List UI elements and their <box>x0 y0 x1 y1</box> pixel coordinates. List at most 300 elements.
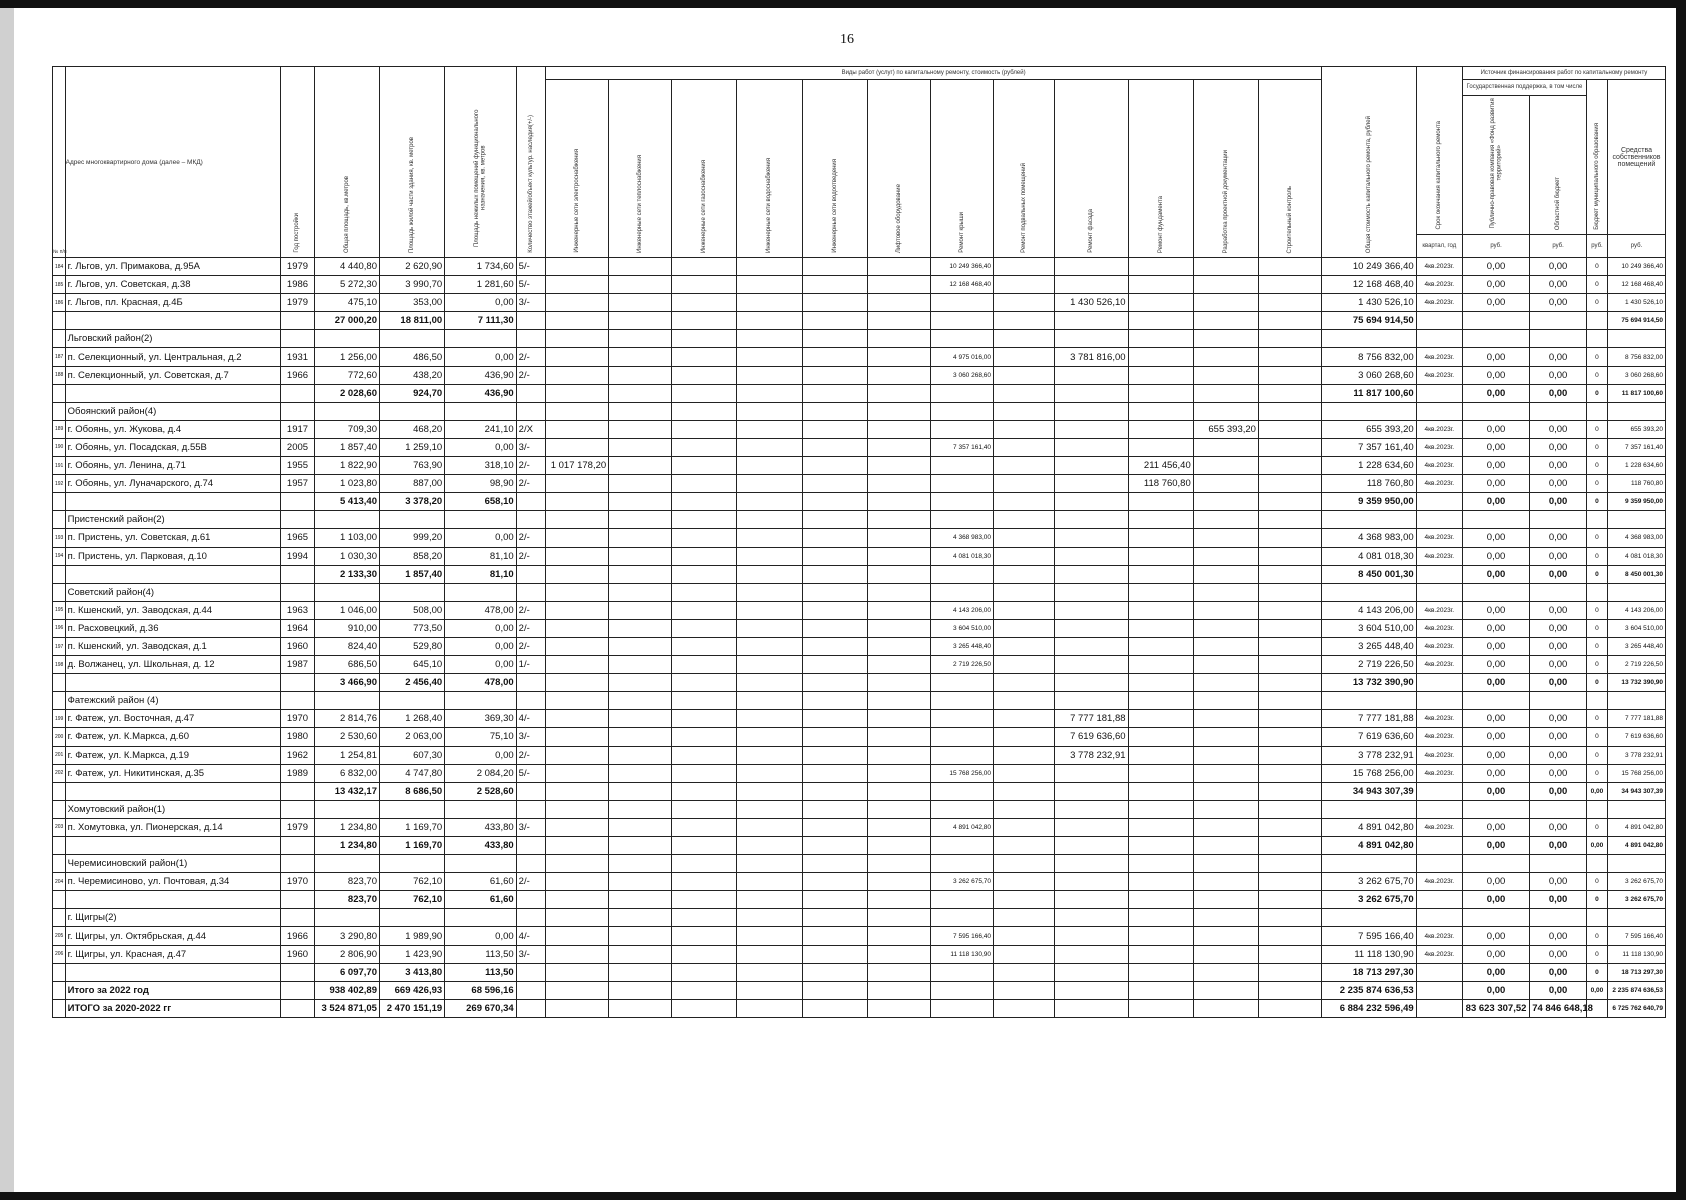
total-cost-cell: 13 732 390,90 <box>1322 674 1417 692</box>
work-gas-cell <box>672 565 737 583</box>
total-cost-cell <box>1322 402 1417 420</box>
work-water-cell <box>737 637 802 655</box>
owners-cell: 75 694 914,50 <box>1607 312 1665 330</box>
total-cost-cell: 3 604 510,00 <box>1322 619 1417 637</box>
total-area-cell <box>314 692 379 710</box>
subtotal-row <box>53 674 1666 692</box>
work-roof-cell: 3 604 510,00 <box>930 619 993 637</box>
work-basement-cell <box>993 493 1054 511</box>
work-heating-cell <box>609 511 672 529</box>
header-floors: Количество этажей/объект культур. наследия(+/-) <box>516 67 545 258</box>
work-gas-cell <box>672 330 737 348</box>
work-gas-cell <box>672 927 737 945</box>
work-elevator-cell <box>867 547 930 565</box>
work-gas-cell <box>672 511 737 529</box>
regional-cell: 0,00 <box>1530 475 1587 493</box>
year-cell <box>281 837 315 855</box>
nonres-area-cell: 369,30 <box>445 710 517 728</box>
fund-cell <box>1462 909 1529 927</box>
work-heating-cell <box>609 529 672 547</box>
total-area-cell: 938 402,89 <box>314 981 379 999</box>
address-cell: п. Расховецкий, д.36 <box>65 619 281 637</box>
work-facade-cell <box>1054 837 1128 855</box>
total-cost-cell: 3 778 232,91 <box>1322 746 1417 764</box>
work-electric-cell <box>546 873 609 891</box>
municipal-cell: 0 <box>1586 674 1607 692</box>
work-basement-cell <box>993 837 1054 855</box>
section-row <box>53 402 1666 420</box>
fund-cell <box>1462 402 1529 420</box>
work-basement-cell <box>993 855 1054 873</box>
living-area-cell: 3 990,70 <box>379 276 444 294</box>
floors-cell: 5/- <box>516 276 545 294</box>
work-heating-cell <box>609 656 672 674</box>
work-elevator-cell <box>867 855 930 873</box>
year-cell: 1917 <box>281 420 315 438</box>
municipal-cell: 0 <box>1586 818 1607 836</box>
fund-cell <box>1462 312 1529 330</box>
year-cell: 1986 <box>281 276 315 294</box>
floors-cell: 2/- <box>516 601 545 619</box>
living-area-cell: 645,10 <box>379 656 444 674</box>
work-supervision-cell <box>1258 656 1321 674</box>
work-design-cell <box>1193 511 1258 529</box>
work-roof-cell <box>930 674 993 692</box>
year-cell: 1965 <box>281 529 315 547</box>
work-basement-cell <box>993 674 1054 692</box>
floors-cell <box>516 330 545 348</box>
work-supervision-cell <box>1258 945 1321 963</box>
work-design-cell <box>1193 818 1258 836</box>
work-heating-cell <box>609 330 672 348</box>
row-number <box>53 999 66 1017</box>
work-elevator-cell <box>867 891 930 909</box>
work-supervision-cell <box>1258 963 1321 981</box>
work-elevator-cell <box>867 619 930 637</box>
regional-cell: 0,00 <box>1530 927 1587 945</box>
year-cell: 1970 <box>281 873 315 891</box>
work-gas-cell <box>672 855 737 873</box>
municipal-cell: 0 <box>1586 601 1607 619</box>
work-foundation-cell <box>1128 800 1193 818</box>
total-cost-cell: 7 595 166,40 <box>1322 927 1417 945</box>
year-cell: 1994 <box>281 547 315 565</box>
municipal-cell: 0 <box>1586 891 1607 909</box>
fund-cell: 0,00 <box>1462 420 1529 438</box>
work-electric-cell: 1 017 178,20 <box>546 457 609 475</box>
row-number: 198 <box>53 656 66 674</box>
living-area-cell: 353,00 <box>379 294 444 312</box>
total-cost-cell: 2 719 226,50 <box>1322 656 1417 674</box>
living-area-cell: 1 423,90 <box>379 945 444 963</box>
work-gas-cell <box>672 384 737 402</box>
regional-cell: 0,00 <box>1530 945 1587 963</box>
deadline-cell: 4кв.2023г. <box>1416 945 1462 963</box>
work-water-cell <box>737 656 802 674</box>
municipal-cell: 0 <box>1586 656 1607 674</box>
fund-cell <box>1462 692 1529 710</box>
floors-cell <box>516 782 545 800</box>
owners-cell: 7 595 166,40 <box>1607 927 1665 945</box>
work-design-cell <box>1193 855 1258 873</box>
address-cell: п. Кшенский, ул. Заводская, д.44 <box>65 601 281 619</box>
address-cell: Черемисиновский район(1) <box>65 855 281 873</box>
deadline-cell: 4кв.2023г. <box>1416 927 1462 945</box>
row-number: 204 <box>53 873 66 891</box>
row-number <box>53 855 66 873</box>
work-electric-cell <box>546 963 609 981</box>
work-supervision-cell <box>1258 384 1321 402</box>
nonres-area-cell: 0,00 <box>445 348 517 366</box>
municipal-cell: 0 <box>1586 438 1607 456</box>
work-gas-cell <box>672 529 737 547</box>
municipal-cell: 0 <box>1586 348 1607 366</box>
work-design-cell <box>1193 782 1258 800</box>
work-gas-cell <box>672 276 737 294</box>
total-cost-cell <box>1322 692 1417 710</box>
table-row <box>53 710 1666 728</box>
address-cell <box>65 782 281 800</box>
section-row <box>53 855 1666 873</box>
address-cell <box>65 312 281 330</box>
address-cell: Советский район(4) <box>65 583 281 601</box>
deadline-cell: 4кв.2023г. <box>1416 710 1462 728</box>
fund-cell: 0,00 <box>1462 601 1529 619</box>
living-area-cell <box>379 330 444 348</box>
work-heating-cell <box>609 891 672 909</box>
work-electric-cell <box>546 746 609 764</box>
work-design-cell <box>1193 873 1258 891</box>
address-cell <box>65 891 281 909</box>
work-water-cell <box>737 891 802 909</box>
deadline-cell: 4кв.2023г. <box>1416 438 1462 456</box>
total-area-cell: 1 103,00 <box>314 529 379 547</box>
fund-cell: 0,00 <box>1462 565 1529 583</box>
regional-cell: 0,00 <box>1530 637 1587 655</box>
fund-cell <box>1462 855 1529 873</box>
work-gas-cell <box>672 619 737 637</box>
work-roof-cell: 4 368 983,00 <box>930 529 993 547</box>
nonres-area-cell: 0,00 <box>445 927 517 945</box>
work-basement-cell <box>993 927 1054 945</box>
work-gas-cell <box>672 782 737 800</box>
year-cell <box>281 583 315 601</box>
work-foundation-cell <box>1128 547 1193 565</box>
nonres-area-cell: 269 670,34 <box>445 999 517 1017</box>
work-supervision-cell <box>1258 873 1321 891</box>
regional-cell <box>1530 402 1587 420</box>
work-elevator-cell <box>867 656 930 674</box>
work-electric-cell <box>546 656 609 674</box>
work-foundation-cell <box>1128 963 1193 981</box>
work-design-cell <box>1193 999 1258 1017</box>
row-number <box>53 493 66 511</box>
work-water-cell <box>737 493 802 511</box>
deadline-cell: 4кв.2023г. <box>1416 764 1462 782</box>
work-gas-cell <box>672 710 737 728</box>
row-number <box>53 674 66 692</box>
living-area-cell <box>379 692 444 710</box>
row-number <box>53 583 66 601</box>
owners-cell: 3 778 232,91 <box>1607 746 1665 764</box>
work-design-cell: 655 393,20 <box>1193 420 1258 438</box>
regional-cell: 0,00 <box>1530 619 1587 637</box>
work-gas-cell <box>672 438 737 456</box>
table-row <box>53 258 1666 276</box>
work-water-cell <box>737 294 802 312</box>
work-foundation-cell: 118 760,80 <box>1128 475 1193 493</box>
regional-cell: 0,00 <box>1530 710 1587 728</box>
work-electric-cell <box>546 891 609 909</box>
work-sewer-cell <box>802 764 867 782</box>
regional-cell: 0,00 <box>1530 565 1587 583</box>
work-supervision-cell <box>1258 276 1321 294</box>
table-row <box>53 637 1666 655</box>
work-design-cell <box>1193 981 1258 999</box>
work-roof-cell: 3 262 675,70 <box>930 873 993 891</box>
row-number <box>53 511 66 529</box>
nonres-area-cell: 436,90 <box>445 384 517 402</box>
work-elevator-cell <box>867 909 930 927</box>
work-sewer-cell <box>802 402 867 420</box>
work-basement-cell <box>993 909 1054 927</box>
work-heating-cell <box>609 258 672 276</box>
row-number <box>53 312 66 330</box>
header-work-design: Разработка проектной документации <box>1193 80 1258 258</box>
work-supervision-cell <box>1258 547 1321 565</box>
work-supervision-cell <box>1258 800 1321 818</box>
work-sewer-cell <box>802 529 867 547</box>
floors-cell: 2/- <box>516 529 545 547</box>
work-facade-cell <box>1054 493 1128 511</box>
work-supervision-cell <box>1258 891 1321 909</box>
work-heating-cell <box>609 475 672 493</box>
work-supervision-cell <box>1258 692 1321 710</box>
header-owners: Средства собственников помещений <box>1607 80 1665 235</box>
work-facade-cell <box>1054 981 1128 999</box>
work-gas-cell <box>672 909 737 927</box>
regional-cell: 0,00 <box>1530 366 1587 384</box>
fund-cell: 0,00 <box>1462 348 1529 366</box>
regional-cell: 0,00 <box>1530 891 1587 909</box>
table-row <box>53 294 1666 312</box>
living-area-cell: 607,30 <box>379 746 444 764</box>
year-cell <box>281 963 315 981</box>
fund-cell: 0,00 <box>1462 366 1529 384</box>
work-roof-cell <box>930 800 993 818</box>
work-basement-cell <box>993 981 1054 999</box>
municipal-cell: 0 <box>1586 457 1607 475</box>
work-heating-cell <box>609 963 672 981</box>
work-elevator-cell <box>867 258 930 276</box>
work-foundation-cell <box>1128 583 1193 601</box>
work-roof-cell <box>930 457 993 475</box>
work-heating-cell <box>609 312 672 330</box>
work-facade-cell: 3 781 816,00 <box>1054 348 1128 366</box>
floors-cell <box>516 312 545 330</box>
work-facade-cell <box>1054 945 1128 963</box>
work-basement-cell <box>993 800 1054 818</box>
nonres-area-cell: 241,10 <box>445 420 517 438</box>
work-elevator-cell <box>867 601 930 619</box>
total-area-cell <box>314 909 379 927</box>
fund-cell: 0,00 <box>1462 764 1529 782</box>
municipal-cell <box>1586 583 1607 601</box>
table-row <box>53 873 1666 891</box>
owners-cell: 34 943 307,39 <box>1607 782 1665 800</box>
deadline-cell: 4кв.2023г. <box>1416 276 1462 294</box>
work-design-cell <box>1193 637 1258 655</box>
year-cell: 1964 <box>281 619 315 637</box>
work-sewer-cell <box>802 873 867 891</box>
address-cell: г. Фатеж, ул. К.Маркса, д.19 <box>65 746 281 764</box>
work-facade-cell <box>1054 276 1128 294</box>
address-cell <box>65 493 281 511</box>
work-foundation-cell <box>1128 529 1193 547</box>
header-work-electric: Инженерные сети электроснабжения <box>546 80 609 258</box>
municipal-cell: 0 <box>1586 963 1607 981</box>
work-basement-cell <box>993 945 1054 963</box>
work-facade-cell <box>1054 619 1128 637</box>
living-area-cell: 486,50 <box>379 348 444 366</box>
deadline-cell: 4кв.2023г. <box>1416 529 1462 547</box>
section-row <box>53 800 1666 818</box>
header-state-support: Государственная поддержка, в том числе <box>1462 80 1586 96</box>
year-cell: 1979 <box>281 294 315 312</box>
work-elevator-cell <box>867 981 930 999</box>
fund-cell: 0,00 <box>1462 258 1529 276</box>
work-sewer-cell <box>802 312 867 330</box>
work-supervision-cell <box>1258 330 1321 348</box>
floors-cell <box>516 837 545 855</box>
work-basement-cell <box>993 420 1054 438</box>
year-cell: 1931 <box>281 348 315 366</box>
owners-cell: 13 732 390,90 <box>1607 674 1665 692</box>
work-design-cell <box>1193 728 1258 746</box>
living-area-cell: 2 456,40 <box>379 674 444 692</box>
floors-cell <box>516 511 545 529</box>
work-basement-cell <box>993 728 1054 746</box>
row-number: 194 <box>53 547 66 565</box>
row-number: 185 <box>53 276 66 294</box>
work-basement-cell <box>993 764 1054 782</box>
work-foundation-cell <box>1128 855 1193 873</box>
section-row <box>53 692 1666 710</box>
living-area-cell <box>379 800 444 818</box>
owners-cell: 4 891 042,80 <box>1607 837 1665 855</box>
work-electric-cell <box>546 800 609 818</box>
fund-cell: 0,00 <box>1462 981 1529 999</box>
work-elevator-cell <box>867 728 930 746</box>
work-sewer-cell <box>802 837 867 855</box>
deadline-cell: 4кв.2023г. <box>1416 873 1462 891</box>
living-area-cell: 18 811,00 <box>379 312 444 330</box>
unit-rub-owners: руб. <box>1607 235 1665 258</box>
work-foundation-cell <box>1128 619 1193 637</box>
section-row <box>53 909 1666 927</box>
work-water-cell <box>737 384 802 402</box>
work-water-cell <box>737 529 802 547</box>
work-basement-cell <box>993 438 1054 456</box>
deadline-cell: 4кв.2023г. <box>1416 547 1462 565</box>
header-work-facade: Ремонт фасада <box>1054 80 1128 258</box>
work-basement-cell <box>993 312 1054 330</box>
fund-cell: 0,00 <box>1462 294 1529 312</box>
living-area-cell: 1 169,70 <box>379 818 444 836</box>
work-heating-cell <box>609 637 672 655</box>
address-cell <box>65 674 281 692</box>
work-elevator-cell <box>867 818 930 836</box>
work-design-cell <box>1193 963 1258 981</box>
work-foundation-cell <box>1128 637 1193 655</box>
header-work-supervision: Строительный контроль <box>1258 80 1321 258</box>
municipal-cell: 0 <box>1586 565 1607 583</box>
living-area-cell: 1 989,90 <box>379 927 444 945</box>
work-supervision-cell <box>1258 583 1321 601</box>
address-cell: Пристенский район(2) <box>65 511 281 529</box>
work-supervision-cell <box>1258 457 1321 475</box>
work-sewer-cell <box>802 457 867 475</box>
floors-cell <box>516 493 545 511</box>
owners-cell: 3 262 675,70 <box>1607 873 1665 891</box>
regional-cell: 0,00 <box>1530 547 1587 565</box>
municipal-cell: 0 <box>1586 945 1607 963</box>
owners-cell: 4 143 206,00 <box>1607 601 1665 619</box>
work-foundation-cell: 211 456,40 <box>1128 457 1193 475</box>
work-facade-cell <box>1054 529 1128 547</box>
work-foundation-cell <box>1128 999 1193 1017</box>
work-heating-cell <box>609 420 672 438</box>
owners-cell: 1 430 526,10 <box>1607 294 1665 312</box>
work-facade-cell <box>1054 927 1128 945</box>
nonres-area-cell <box>445 855 517 873</box>
work-water-cell <box>737 312 802 330</box>
work-heating-cell <box>609 764 672 782</box>
work-basement-cell <box>993 818 1054 836</box>
owners-cell: 12 168 468,40 <box>1607 276 1665 294</box>
floors-cell: 2/- <box>516 746 545 764</box>
work-foundation-cell <box>1128 909 1193 927</box>
total-cost-cell: 8 756 832,00 <box>1322 348 1417 366</box>
owners-cell: 8 756 832,00 <box>1607 348 1665 366</box>
work-elevator-cell <box>867 276 930 294</box>
work-roof-cell: 7 595 166,40 <box>930 927 993 945</box>
work-roof-cell <box>930 420 993 438</box>
municipal-cell: 0 <box>1586 746 1607 764</box>
total-area-cell: 1 822,90 <box>314 457 379 475</box>
total-area-cell: 6 832,00 <box>314 764 379 782</box>
work-facade-cell <box>1054 312 1128 330</box>
work-basement-cell <box>993 873 1054 891</box>
nonres-area-cell: 658,10 <box>445 493 517 511</box>
work-basement-cell <box>993 891 1054 909</box>
total-area-cell <box>314 855 379 873</box>
work-water-cell <box>737 746 802 764</box>
work-heating-cell <box>609 837 672 855</box>
work-elevator-cell <box>867 782 930 800</box>
work-gas-cell <box>672 601 737 619</box>
work-sewer-cell <box>802 619 867 637</box>
fund-cell: 0,00 <box>1462 674 1529 692</box>
total-cost-cell <box>1322 583 1417 601</box>
section-row <box>53 330 1666 348</box>
work-heating-cell <box>609 619 672 637</box>
owners-cell: 4 081 018,30 <box>1607 547 1665 565</box>
work-design-cell <box>1193 891 1258 909</box>
living-area-cell: 999,20 <box>379 529 444 547</box>
work-foundation-cell <box>1128 420 1193 438</box>
header-works-group: Виды работ (услуг) по капитальному ремонту, стоимость (рублей) <box>546 67 1322 80</box>
